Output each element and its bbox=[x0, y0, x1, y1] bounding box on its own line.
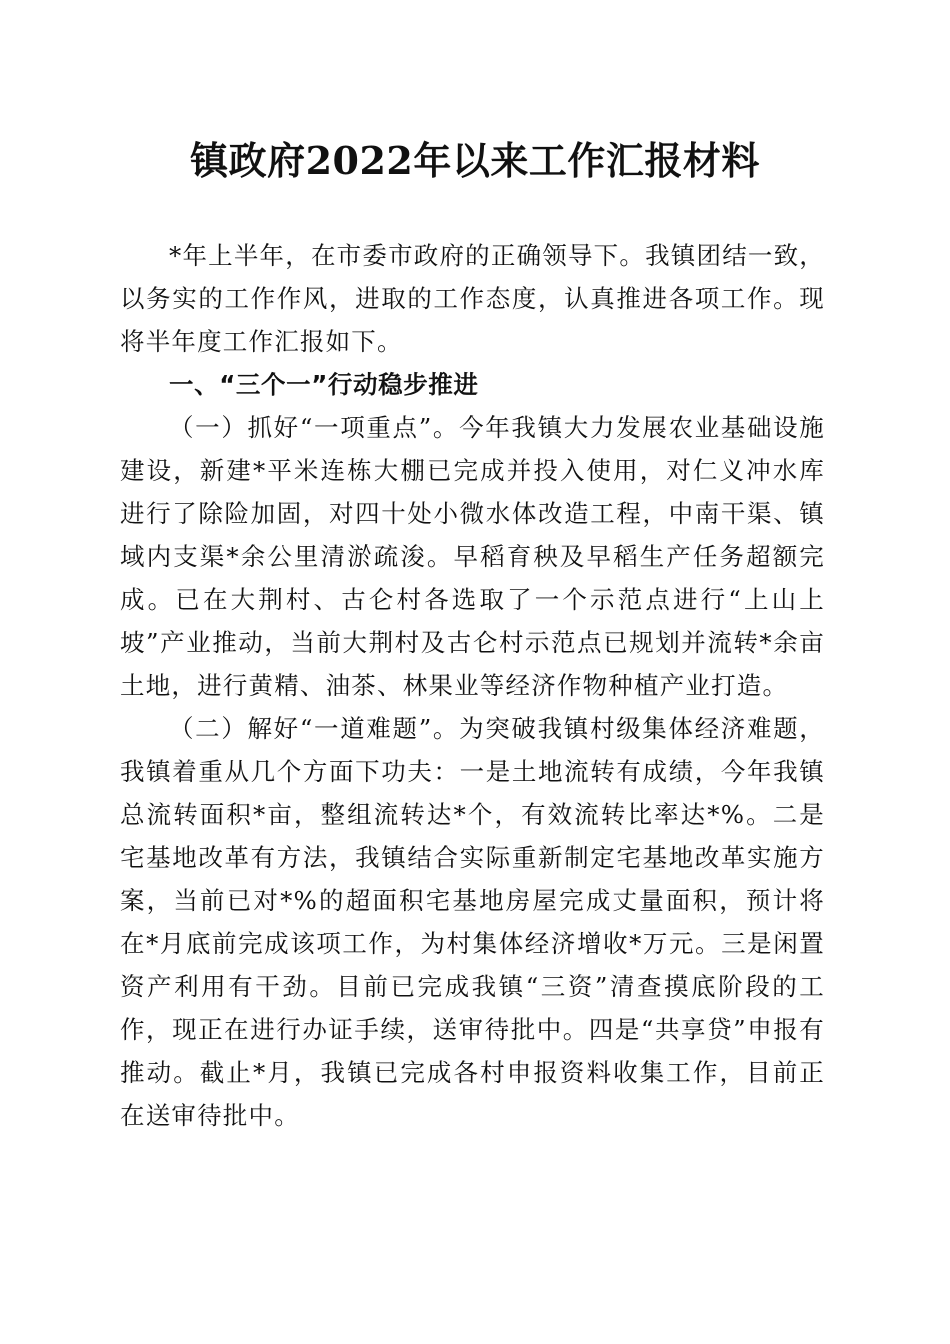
document-title: 镇政府2022年以来工作汇报材料 bbox=[190, 138, 760, 183]
subsection-paragraph-2: （二）解好“一道难题”。为突破我镇村级集体经济难题，我镇着重从几个方面下功夫：一是土地流转有成绩，今年我镇总流转面积*亩，整组流转达*个，有效流转比率达*%。二是宅基地改革有方法，我镇结合实际重新制定宅基地改革实施方案，当前已对*%的超面积宅基地房屋完成丈量面积，预计将在*月底前完成该项工作，为村集体经济增收*万元。三是闲置资产利用有干劲。目前已完成我镇“三资”清查摸底阶段的工作，现正在进行办证手续，送审待批中。四是“共享贷”申报有推动。截止*月，我镇已完成各村申报资料收集工作，目前正在送审待批中。 bbox=[120, 714, 825, 1130]
section-heading: 一、“三个一”行动稳步推进 bbox=[169, 370, 479, 399]
subsection-paragraph-1: （一）抓好“一项重点”。今年我镇大力发展农业基础设施建设，新建*平米连栋大棚已完成并投入使用，对仁义冲水库进行了除险加固，对四十处小微水体改造工程，中南干渠、镇域内支渠*余公里清淤疏浚。早稻育秧及早稻生产任务超额完成。已在大荆村、古仑村各选取了一个示范点进行“上山上坡”产业推动，当前大荆村及古仑村示范点已规划并流转*余亩土地，进行黄精、油茶、林果业等经济作物种植产业打造。 bbox=[120, 413, 825, 700]
document-body bbox=[120, 234, 825, 1137]
intro-paragraph: *年上半年，在市委市政府的正确领导下。我镇团结一致，以务实的工作作风，进取的工作态度，认真推进各项工作。现将半年度工作汇报如下。 bbox=[120, 241, 825, 356]
